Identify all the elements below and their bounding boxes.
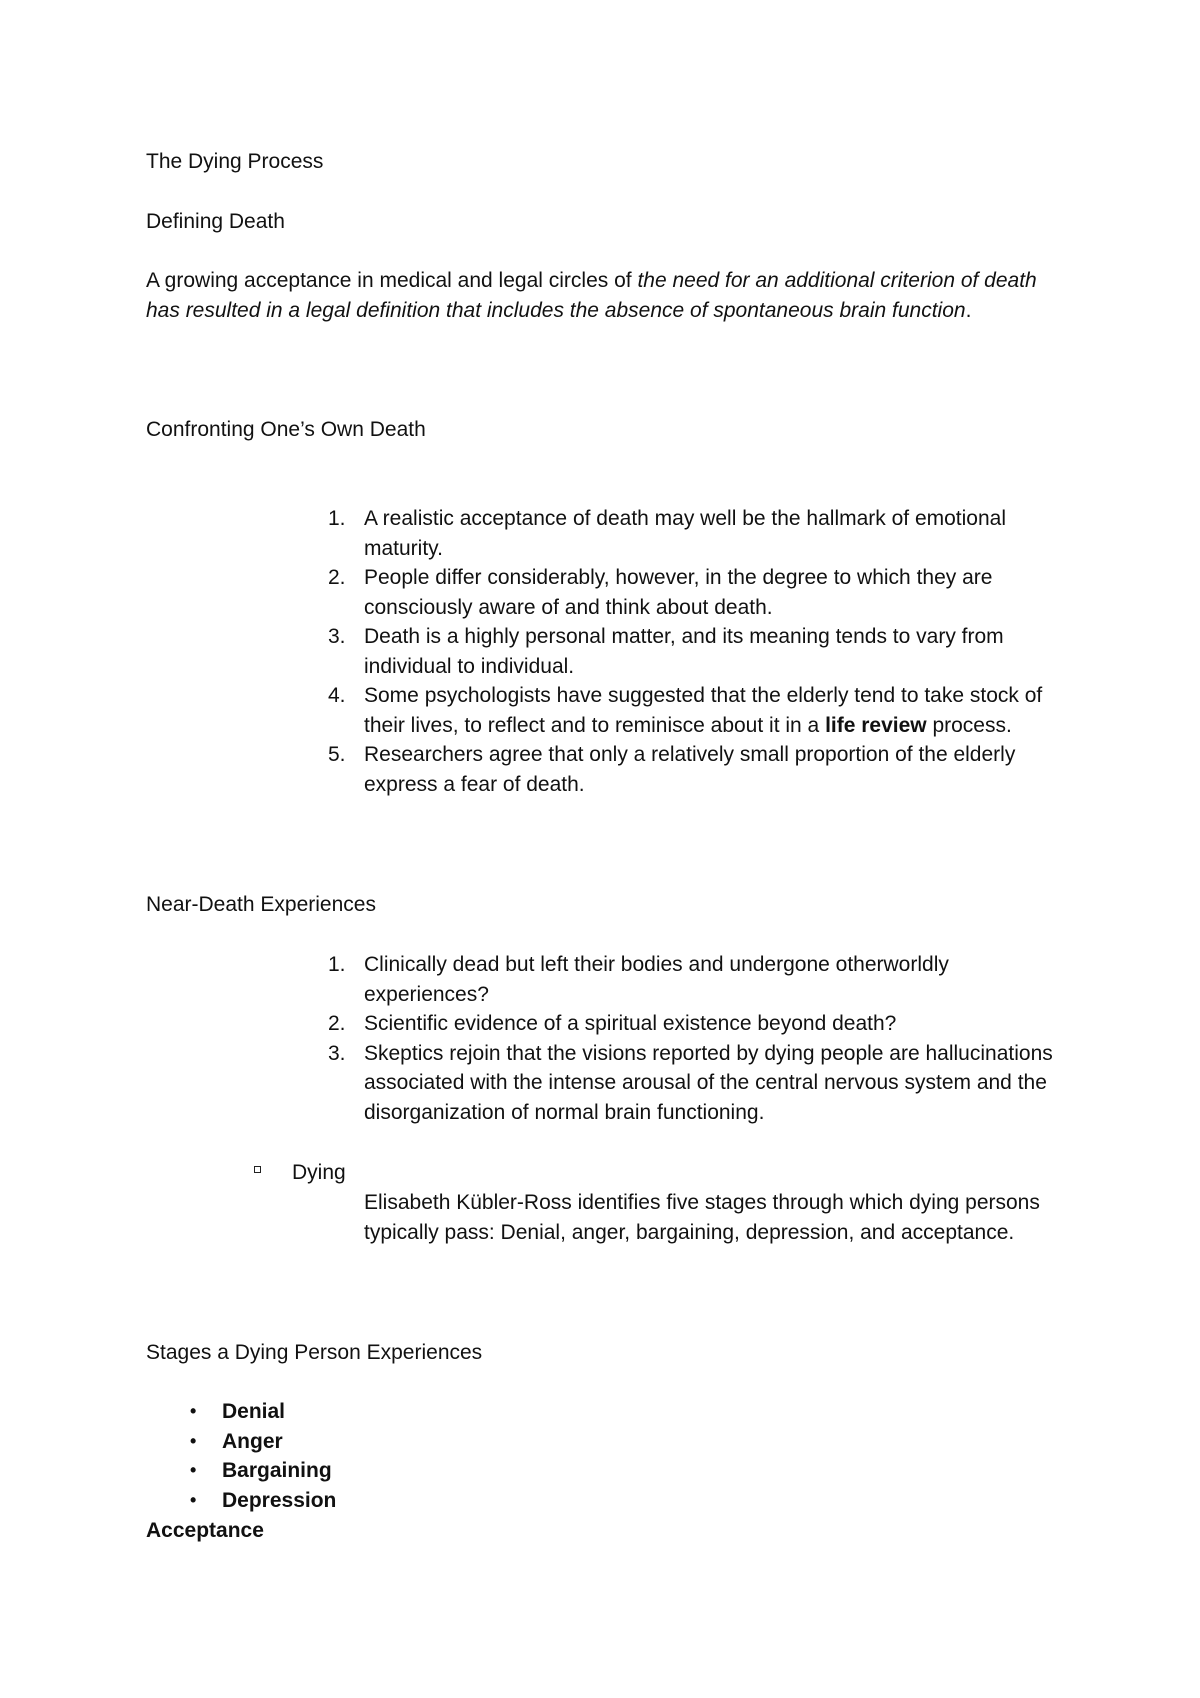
list-number: 1.	[328, 953, 346, 976]
list-item	[186, 1456, 586, 1486]
list-number: 3.	[328, 625, 346, 648]
list-item-text: People differ considerably, however, in the degree to which they are consciously aware of and think about death.	[364, 566, 993, 619]
list-item	[186, 1486, 586, 1516]
stages-heading: Stages a Dying Person Experiences	[146, 1341, 483, 1364]
list-item-text-end: process.	[926, 713, 1012, 737]
list-number: 3.	[328, 1041, 346, 1065]
near-death-heading: Near-Death Experiences	[146, 893, 376, 916]
list-item-text: Researchers agree that only a relatively small proportion of the elderly express a fear of death.	[364, 743, 1016, 796]
dying-sublist	[328, 1188, 1073, 1247]
near-death-list	[328, 950, 1073, 1127]
list-item	[328, 1188, 1073, 1247]
list-item	[328, 563, 1073, 622]
list-item-text: Clinically dead but left their bodies and undergone otherworldly experiences?	[364, 953, 949, 1006]
list-item-text: Some psychologists have suggested that the elderly tend to take stock of their lives, to reflect and to reminisce about it in a	[364, 684, 1043, 737]
list-number: 4.	[328, 684, 346, 707]
list-item	[328, 1009, 1073, 1039]
list-number: 2.	[328, 566, 346, 589]
document-title: The Dying Process	[146, 150, 324, 173]
list-number: 1.	[328, 507, 346, 530]
list-item-text: A realistic acceptance of death may well be the hallmark of emotional maturity.	[364, 507, 1007, 560]
bullet-icon: •	[190, 1489, 197, 1510]
stage-label: Depression	[222, 1488, 337, 1512]
paragraph-text: A growing acceptance in medical and legal circles of	[146, 269, 638, 292]
list-item	[186, 1397, 586, 1427]
list-item	[328, 504, 1073, 563]
stage-label: Bargaining	[222, 1459, 332, 1482]
list-item	[328, 622, 1073, 681]
stages-list	[186, 1397, 586, 1515]
list-item-text: Skeptics rejoin that the visions reported by dying people are hallucinations associated with the intense arousal of the central nervous system and the disorganization of normal brain functioning.	[364, 1041, 1053, 1124]
paragraph-end: .	[965, 298, 972, 322]
list-item	[328, 1039, 1073, 1128]
paragraph-italic-text: the need for an additional criterion of death has resulted in a legal definition that includes the absence of spontaneous brain function	[146, 269, 1037, 322]
confronting-list	[328, 504, 1073, 799]
defining-death-heading: Defining Death	[146, 210, 285, 233]
stage-acceptance: Acceptance	[146, 1519, 264, 1542]
bullet-icon: •	[190, 1401, 197, 1421]
list-number: 5.	[328, 743, 346, 766]
bullet-icon: •	[190, 1430, 197, 1451]
bullet-icon: •	[190, 1460, 197, 1480]
list-item	[186, 1427, 586, 1457]
defining-death-paragraph	[146, 266, 1046, 325]
square-bullet-icon	[254, 1166, 261, 1173]
list-item	[328, 681, 1073, 740]
list-item	[328, 950, 1073, 1009]
list-item-text: Elisabeth Kübler-Ross identifies five stages through which dying persons typically pass: Denial, anger, bargaining, depression, and acceptance.	[364, 1191, 1040, 1244]
dying-label: Dying	[292, 1161, 346, 1184]
list-item-text: Scientific evidence of a spiritual existence beyond death?	[364, 1012, 897, 1035]
stage-label: Anger	[222, 1429, 283, 1453]
list-item-text: Death is a highly personal matter, and its meaning tends to vary from individual to individual.	[364, 625, 1004, 678]
life-review-term: life review	[825, 713, 927, 737]
confronting-heading: Confronting One’s Own Death	[146, 418, 426, 441]
list-item	[328, 740, 1073, 799]
list-number: 2.	[328, 1012, 346, 1035]
stage-label: Denial	[222, 1400, 286, 1423]
